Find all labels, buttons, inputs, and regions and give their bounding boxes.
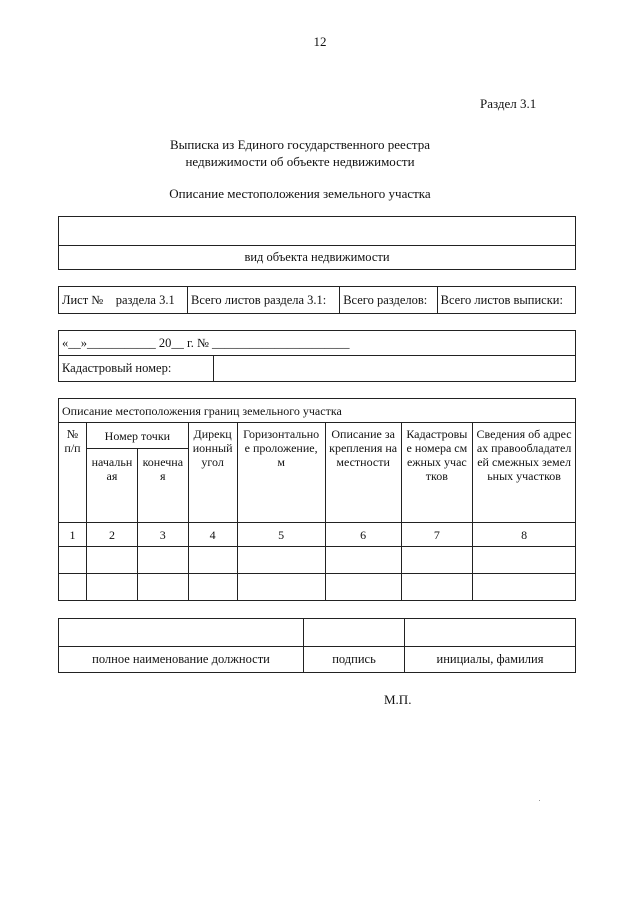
sheet-section-label: раздела 3.1	[115, 292, 175, 307]
initials-label: инициалы, фамилия	[405, 647, 576, 673]
object-kind-label: вид объекта недвижимости	[59, 246, 576, 270]
sheet-info-table	[58, 286, 576, 314]
header-adjacent-numbers: Кадастровые номера смежных участков	[401, 423, 473, 523]
sheet-number-cell	[59, 287, 188, 314]
initials-value-cell	[405, 619, 576, 647]
section-label: Раздел 3.1	[480, 96, 537, 111]
table-row	[59, 547, 576, 574]
object-kind-table	[58, 216, 576, 270]
col-number-2: 2	[87, 523, 138, 547]
total-sheets-extract-label: Всего листов выписки:	[437, 287, 575, 314]
position-value-cell	[59, 619, 304, 647]
total-sheets-section-label: Всего листов раздела 3.1:	[188, 287, 340, 314]
header-direction: Дирекционный угол	[188, 423, 237, 523]
title-line-2: недвижимости об объекте недвижимости	[185, 154, 415, 169]
cadastral-label: Кадастровый номер:	[59, 356, 214, 382]
signature-label: подпись	[304, 647, 405, 673]
scan-dot	[539, 800, 540, 801]
document-title	[100, 136, 500, 170]
boundaries-table	[58, 398, 576, 601]
sheet-no-label: Лист №	[62, 292, 104, 307]
col-number-4: 4	[188, 523, 237, 547]
cadastral-value-cell	[214, 356, 576, 382]
document-subtitle: Описание местоположения земельного участка	[169, 186, 431, 201]
header-marking: Описание закрепления на местности	[325, 423, 401, 523]
table-row	[59, 574, 576, 601]
object-kind-value-cell	[59, 217, 576, 246]
position-label: полное наименование должности	[59, 647, 304, 673]
col-number-7: 7	[401, 523, 473, 547]
col-number-5: 5	[237, 523, 325, 547]
header-owners: Сведения об адресах правообладателей смежных земельных участков	[473, 423, 576, 523]
stamp-label: М.П.	[384, 692, 412, 707]
col-number-3: 3	[137, 523, 188, 547]
title-line-1: Выписка из Единого государственного реестра	[170, 137, 430, 152]
total-sections-label: Всего разделов:	[340, 287, 437, 314]
header-point-group: Номер точки	[87, 423, 189, 449]
col-number-1: 1	[59, 523, 87, 547]
col-number-6: 6	[325, 523, 401, 547]
date-cadastral-table	[58, 330, 576, 382]
page-number: 12	[313, 34, 327, 49]
header-point-end: конечная	[137, 449, 188, 523]
signature-value-cell	[304, 619, 405, 647]
date-line: «__»___________ 20__ г. № ______________________	[59, 331, 576, 356]
header-num: № п/п	[59, 423, 87, 523]
header-length: Горизонтальное проложение, м	[237, 423, 325, 523]
header-point-start: начальная	[87, 449, 138, 523]
boundaries-caption: Описание местоположения границ земельного участка	[59, 399, 576, 423]
col-number-8: 8	[473, 523, 576, 547]
signature-table	[58, 618, 576, 673]
